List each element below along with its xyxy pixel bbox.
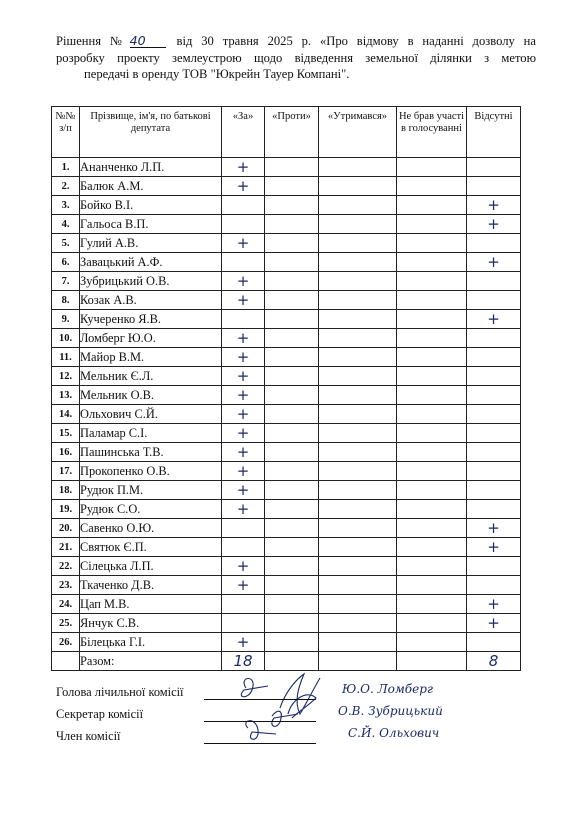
vote-abstain-cell <box>319 595 397 614</box>
deputy-name: Пашинська Т.В. <box>80 443 222 462</box>
table-row <box>52 614 521 633</box>
table-row <box>52 272 521 291</box>
vote-against-cell <box>265 234 319 253</box>
absent-mark <box>467 367 521 386</box>
vote-not-voted-cell <box>397 291 467 310</box>
vote-for-mark: + <box>222 329 265 348</box>
vote-for-mark: + <box>222 177 265 196</box>
vote-against-cell <box>265 291 319 310</box>
table-row <box>52 424 521 443</box>
table-row <box>52 481 521 500</box>
absent-mark: + <box>467 595 521 614</box>
table-row <box>52 310 521 329</box>
deputy-name: Янчук С.В. <box>80 614 222 633</box>
absent-mark <box>467 272 521 291</box>
absent-mark <box>467 329 521 348</box>
vote-not-voted-cell <box>397 614 467 633</box>
vote-against-cell <box>265 348 319 367</box>
table-row <box>52 538 521 557</box>
vote-abstain-cell <box>319 196 397 215</box>
vote-for-mark: + <box>222 443 265 462</box>
vote-for-mark: + <box>222 386 265 405</box>
vote-against-cell <box>265 481 319 500</box>
vote-against-cell <box>265 424 319 443</box>
vote-not-voted-cell <box>397 633 467 652</box>
table-row <box>52 386 521 405</box>
deputy-name: Кучеренко Я.В. <box>80 310 222 329</box>
vote-abstain-cell <box>319 310 397 329</box>
absent-mark <box>467 462 521 481</box>
vote-abstain-cell <box>319 348 397 367</box>
vote-not-voted-cell <box>397 538 467 557</box>
vote-for-mark <box>222 215 265 234</box>
vote-against-cell <box>265 557 319 576</box>
vote-against-cell <box>265 310 319 329</box>
vote-for-mark <box>222 196 265 215</box>
row-number: 10. <box>52 329 80 348</box>
vote-against-cell <box>265 177 319 196</box>
row-number: 4. <box>52 215 80 234</box>
row-number: 8. <box>52 291 80 310</box>
table-row <box>52 576 521 595</box>
vote-abstain-cell <box>319 519 397 538</box>
vote-for-mark: + <box>222 291 265 310</box>
vote-not-voted-cell <box>397 310 467 329</box>
table-row <box>52 291 521 310</box>
vote-not-voted-cell <box>397 405 467 424</box>
absent-mark <box>467 405 521 424</box>
vote-for-mark <box>222 614 265 633</box>
deputy-name: Білецька Г.І. <box>80 633 222 652</box>
table-row <box>52 177 521 196</box>
vote-abstain-cell <box>319 367 397 386</box>
table-row <box>52 158 521 177</box>
vote-abstain-cell <box>319 633 397 652</box>
header-name: Прізвище, ім'я, по батькові депутата <box>80 107 222 158</box>
table-row <box>52 519 521 538</box>
absent-mark: + <box>467 310 521 329</box>
row-number: 13. <box>52 386 80 405</box>
vote-for-mark <box>222 595 265 614</box>
vote-not-voted-cell <box>397 177 467 196</box>
header-num: №№ з/п <box>52 107 80 158</box>
row-number: 6. <box>52 253 80 272</box>
table-row <box>52 557 521 576</box>
vote-not-voted-cell <box>397 519 467 538</box>
decision-line-3: передачі в оренду ТОВ "Юкрейн Тауер Компані". <box>84 67 350 81</box>
absent-mark <box>467 177 521 196</box>
vote-abstain-cell <box>319 291 397 310</box>
member-signature-line <box>204 743 316 744</box>
absent-mark <box>467 500 521 519</box>
deputy-name: Козак А.В. <box>80 291 222 310</box>
vote-against-cell <box>265 538 319 557</box>
absent-mark <box>467 576 521 595</box>
deputy-name: Ткаченко Д.В. <box>80 576 222 595</box>
deputy-name: Мельник О.В. <box>80 386 222 405</box>
vote-against-cell <box>265 519 319 538</box>
row-number: 5. <box>52 234 80 253</box>
table-row <box>52 633 521 652</box>
vote-not-voted-cell <box>397 367 467 386</box>
vote-for-mark: + <box>222 481 265 500</box>
vote-for-mark <box>222 538 265 557</box>
secretary-signature-line <box>204 721 316 722</box>
table-row <box>52 405 521 424</box>
table-row <box>52 462 521 481</box>
vote-against-cell <box>265 386 319 405</box>
absent-mark: + <box>467 215 521 234</box>
row-number: 2. <box>52 177 80 196</box>
header-abstain: «Утримався» <box>319 107 397 158</box>
deputy-name: Рудюк С.О. <box>80 500 222 519</box>
vote-abstain-cell <box>319 234 397 253</box>
vote-not-voted-cell <box>397 595 467 614</box>
row-number: 17. <box>52 462 80 481</box>
vote-against-cell <box>265 367 319 386</box>
vote-abstain-cell <box>319 215 397 234</box>
vote-for-mark <box>222 310 265 329</box>
row-number: 3. <box>52 196 80 215</box>
absent-mark <box>467 424 521 443</box>
row-number: 18. <box>52 481 80 500</box>
row-number: 1. <box>52 158 80 177</box>
vote-abstain-cell <box>319 462 397 481</box>
decision-number: 40 <box>130 34 166 48</box>
vote-abstain-cell <box>319 481 397 500</box>
vote-abstain-cell <box>319 424 397 443</box>
deputy-name: Мельник Є.Л. <box>80 367 222 386</box>
deputy-name: Савенко О.Ю. <box>80 519 222 538</box>
vote-abstain-cell <box>319 538 397 557</box>
vote-abstain-cell <box>319 386 397 405</box>
vote-not-voted-cell <box>397 272 467 291</box>
row-number: 12. <box>52 367 80 386</box>
total-for: 18 <box>222 652 265 671</box>
vote-for-mark: + <box>222 557 265 576</box>
total-label: Разом: <box>80 652 222 671</box>
vote-not-voted-cell <box>397 348 467 367</box>
total-absent: 8 <box>467 652 521 671</box>
absent-mark <box>467 158 521 177</box>
vote-against-cell <box>265 443 319 462</box>
deputy-name: Майор В.М. <box>80 348 222 367</box>
vote-not-voted-cell <box>397 329 467 348</box>
vote-for-mark: + <box>222 500 265 519</box>
row-number: 9. <box>52 310 80 329</box>
table-header-row <box>52 107 521 158</box>
absent-mark: + <box>467 253 521 272</box>
vote-against-cell <box>265 196 319 215</box>
row-number: 26. <box>52 633 80 652</box>
vote-for-mark: + <box>222 158 265 177</box>
vote-against-cell <box>265 215 319 234</box>
vote-for-mark: + <box>222 633 265 652</box>
vote-abstain-cell <box>319 614 397 633</box>
vote-against-cell <box>265 500 319 519</box>
vote-not-voted-cell <box>397 386 467 405</box>
absent-mark: + <box>467 519 521 538</box>
deputy-name: Гальоса В.П. <box>80 215 222 234</box>
vote-abstain-cell <box>319 576 397 595</box>
chair-name: Ю.О. Ломберг <box>342 682 433 696</box>
absent-mark <box>467 386 521 405</box>
vote-abstain-cell <box>319 557 397 576</box>
vote-against-cell <box>265 405 319 424</box>
vote-not-voted-cell <box>397 443 467 462</box>
vote-against-cell <box>265 614 319 633</box>
vote-not-voted-cell <box>397 253 467 272</box>
vote-not-voted-cell <box>397 196 467 215</box>
vote-for-mark: + <box>222 367 265 386</box>
absent-mark <box>467 481 521 500</box>
row-number: 16. <box>52 443 80 462</box>
absent-mark <box>467 234 521 253</box>
absent-mark <box>467 443 521 462</box>
header-absent: Відсутні <box>467 107 521 158</box>
row-number: 20. <box>52 519 80 538</box>
deputy-name: Балюк А.М. <box>80 177 222 196</box>
deputy-name: Цап М.В. <box>80 595 222 614</box>
vote-against-cell <box>265 253 319 272</box>
total-num-cell <box>52 652 80 671</box>
deputy-name: Бойко В.І. <box>80 196 222 215</box>
deputy-name: Зубрицький О.В. <box>80 272 222 291</box>
header-for: «За» <box>222 107 265 158</box>
row-number: 23. <box>52 576 80 595</box>
deputy-name: Завацький А.Ф. <box>80 253 222 272</box>
vote-against-cell <box>265 158 319 177</box>
deputy-name: Ольхович С.Й. <box>80 405 222 424</box>
row-number: 14. <box>52 405 80 424</box>
vote-for-mark <box>222 519 265 538</box>
vote-not-voted-cell <box>397 158 467 177</box>
vote-against-cell <box>265 272 319 291</box>
table-row <box>52 234 521 253</box>
vote-for-mark: + <box>222 424 265 443</box>
row-number: 19. <box>52 500 80 519</box>
secretary-name: О.В. Зубрицький <box>338 704 443 718</box>
deputy-name: Ананченко Л.П. <box>80 158 222 177</box>
row-number: 7. <box>52 272 80 291</box>
deputy-name: Паламар С.І. <box>80 424 222 443</box>
absent-mark <box>467 633 521 652</box>
vote-not-voted-cell <box>397 481 467 500</box>
row-number: 24. <box>52 595 80 614</box>
header-not-voted: Не брав участі в голосуванні <box>397 107 467 158</box>
deputy-name: Рудюк П.М. <box>80 481 222 500</box>
absent-mark <box>467 557 521 576</box>
voting-table <box>51 106 521 671</box>
deputy-name: Гулий А.В. <box>80 234 222 253</box>
vote-abstain-cell <box>319 405 397 424</box>
decision-heading <box>56 33 536 83</box>
row-number: 15. <box>52 424 80 443</box>
header-against: «Проти» <box>265 107 319 158</box>
table-row <box>52 329 521 348</box>
deputy-name: Святюк Є.П. <box>80 538 222 557</box>
vote-abstain-cell <box>319 329 397 348</box>
table-row <box>52 443 521 462</box>
table-row <box>52 253 521 272</box>
deputy-name: Прокопенко О.В. <box>80 462 222 481</box>
vote-abstain-cell <box>319 500 397 519</box>
deputy-name: Ломберг Ю.О. <box>80 329 222 348</box>
chair-signature-line <box>204 699 316 700</box>
decision-date-text: від 30 травня 2025 р. «Про відмову в наданні дозволу на <box>176 34 536 48</box>
absent-mark: + <box>467 538 521 557</box>
member-label: Член комісії <box>56 729 121 743</box>
vote-not-voted-cell <box>397 424 467 443</box>
decision-line-1 <box>56 33 536 50</box>
absent-mark: + <box>467 196 521 215</box>
table-row <box>52 215 521 234</box>
row-number: 22. <box>52 557 80 576</box>
table-row <box>52 196 521 215</box>
vote-for-mark: + <box>222 348 265 367</box>
table-row <box>52 348 521 367</box>
vote-not-voted-cell <box>397 462 467 481</box>
vote-against-cell <box>265 595 319 614</box>
row-number: 21. <box>52 538 80 557</box>
vote-not-voted-cell <box>397 234 467 253</box>
vote-against-cell <box>265 633 319 652</box>
secretary-label: Секретар комісії <box>56 707 144 721</box>
chair-label: Голова лічильної комісії <box>56 685 184 699</box>
vote-for-mark: + <box>222 462 265 481</box>
total-not-voted <box>397 652 467 671</box>
absent-mark <box>467 291 521 310</box>
vote-abstain-cell <box>319 158 397 177</box>
table-row <box>52 500 521 519</box>
vote-not-voted-cell <box>397 215 467 234</box>
vote-for-mark <box>222 253 265 272</box>
vote-for-mark: + <box>222 405 265 424</box>
vote-not-voted-cell <box>397 500 467 519</box>
table-row <box>52 595 521 614</box>
vote-for-mark: + <box>222 234 265 253</box>
vote-against-cell <box>265 329 319 348</box>
vote-against-cell <box>265 462 319 481</box>
vote-against-cell <box>265 576 319 595</box>
vote-not-voted-cell <box>397 576 467 595</box>
vote-not-voted-cell <box>397 557 467 576</box>
vote-abstain-cell <box>319 272 397 291</box>
vote-abstain-cell <box>319 177 397 196</box>
absent-mark: + <box>467 614 521 633</box>
absent-mark <box>467 348 521 367</box>
decision-line-2: розробку проекту землеустрою щодо відведення земельної ділянки з метою <box>56 50 536 65</box>
deputy-name: Сілецька Л.П. <box>80 557 222 576</box>
member-name: С.Й. Ольхович <box>348 726 440 740</box>
row-number: 25. <box>52 614 80 633</box>
vote-for-mark: + <box>222 576 265 595</box>
vote-abstain-cell <box>319 253 397 272</box>
table-row <box>52 367 521 386</box>
decision-prefix: Рішення № <box>56 34 128 48</box>
vote-abstain-cell <box>319 443 397 462</box>
vote-for-mark: + <box>222 272 265 291</box>
row-number: 11. <box>52 348 80 367</box>
